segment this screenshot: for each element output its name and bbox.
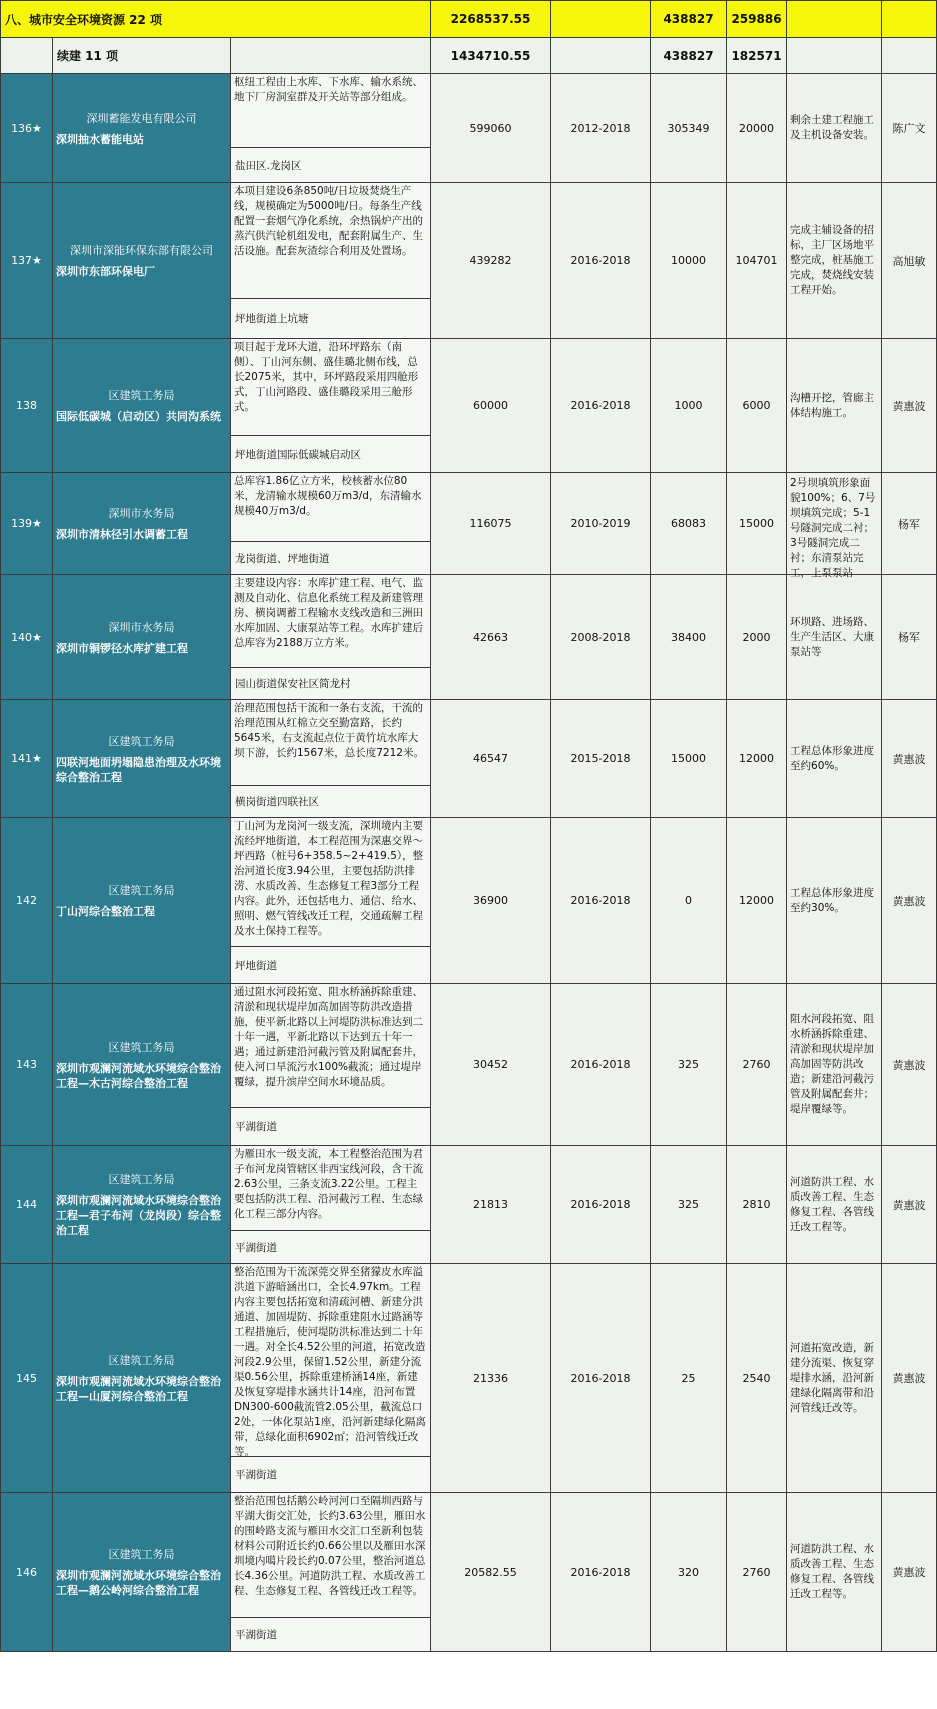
project-progress: [787, 339, 882, 473]
project-number: 137★: [1, 183, 53, 339]
project-investment: 599060: [431, 74, 551, 183]
project-organization: 区建筑工务局: [108, 1548, 175, 1561]
project-number: 138: [1, 339, 53, 473]
project-description: [231, 700, 431, 786]
table-row: [1, 818, 937, 947]
category-year-plan: 259886: [727, 1, 787, 38]
project-progress-text: 沟槽开挖，管廊主体结构施工。: [790, 391, 875, 419]
project-organization: 深圳市水务局: [108, 507, 175, 520]
project-period: 2016-2018: [551, 984, 651, 1146]
project-location: 平湖街道: [231, 1457, 431, 1493]
project-description: [231, 339, 431, 436]
project-progress-text: 剩余土建工程施工及主机设备安装。: [790, 114, 875, 141]
project-description-text: 总库容1.86亿立方米，校核蓄水位80米，龙清输水规模60万m3/d，东清输水规模40万m3/d。: [234, 475, 422, 517]
project-number: 145: [1, 1264, 53, 1493]
project-name: 深圳市观澜河流域水环境综合整治工程—君子布河（龙岗段）综合整治工程: [56, 1194, 221, 1237]
project-year-plan: 2760: [727, 984, 787, 1146]
project-name: 四联河地面坍塌隐患治理及水环境综合整治工程: [56, 755, 221, 784]
project-person: 黄惠波: [882, 984, 937, 1146]
project-name-cell: [53, 1264, 231, 1493]
table-row: [1, 74, 937, 148]
continued-accumulated: 438827: [651, 38, 727, 74]
category-progress: [787, 1, 882, 38]
project-location: 平湖街道: [231, 1108, 431, 1146]
project-location: 平湖街道: [231, 1618, 431, 1652]
table-row: [1, 1264, 937, 1457]
project-accumulated: 320: [651, 1493, 727, 1652]
project-name: 丁山河综合整治工程: [56, 905, 155, 918]
project-name: 国际低碳城（启动区）共同沟系统: [56, 410, 221, 423]
project-name: 深圳市观澜河流域水环境综合整治工程—鹅公岭河综合整治工程: [56, 1569, 221, 1597]
project-investment: 21336: [431, 1264, 551, 1493]
project-progress: [787, 473, 882, 579]
project-year-plan: 12000: [727, 700, 787, 818]
project-accumulated: 68083: [651, 473, 727, 575]
project-description: [231, 818, 431, 947]
project-progress: [787, 700, 882, 818]
table-row: [1, 473, 937, 542]
project-description: [231, 984, 431, 1108]
category-title: 八、城市安全环境资源 22 项: [1, 1, 431, 38]
table-row: [1, 183, 937, 299]
project-progress-text: 2号坝填筑形象面貌100%；6、7号坝填筑完成；5-1号隧洞完成二衬；3号隧洞完成二衬；东清泵站完工，上泵泵站: [790, 476, 876, 579]
project-progress-text: 河道拓宽改造，新建分流渠、恢复穿堤排水涵，沿河新建绿化隔离带和沿河管线迁改等。: [790, 1341, 875, 1414]
project-investment: 20582.55: [431, 1493, 551, 1652]
project-description: [231, 1493, 431, 1618]
table-row: [1, 575, 937, 668]
project-person: 高旭敏: [882, 183, 937, 339]
project-name-cell: [53, 183, 231, 339]
project-period: 2016-2018: [551, 1264, 651, 1493]
project-name-cell: [53, 339, 231, 473]
project-year-plan: 6000: [727, 339, 787, 473]
project-accumulated: 25: [651, 1264, 727, 1493]
project-person: 黄惠波: [882, 700, 937, 818]
project-number: 143: [1, 984, 53, 1146]
project-name-cell: [53, 1146, 231, 1264]
project-name: 深圳市清林径引水调蓄工程: [56, 528, 188, 541]
project-organization: 区建筑工务局: [108, 1040, 175, 1054]
project-name-cell: [53, 575, 231, 700]
category-accumulated: 438827: [651, 1, 727, 38]
project-number: 139★: [1, 473, 53, 575]
project-description-text: 为雁田水一级支流，本工程整治范围为君子布河龙岗管辖区非西宝线河段，含干流2.63公里，三条支流3.22公里。工程主要包括防洪工程、沿河截污工程、生态绿化工程三部分内容。: [234, 1148, 423, 1220]
project-location: 平湖街道: [231, 1231, 431, 1264]
project-period: 2016-2018: [551, 339, 651, 473]
continued-title: 续建 11 项: [53, 38, 231, 74]
project-name-cell: [53, 984, 231, 1146]
project-investment: 116075: [431, 473, 551, 575]
project-accumulated: 38400: [651, 575, 727, 700]
project-description-text: 整治范围包括鹅公岭河河口至隔圳西路与平湖大街交汇处，长约3.63公里，雁田水的围岭路支流与雁田水交汇口至新利包装材料公司附近长约0.66公里以及雁田水深圳境内噶片段长约0.07公里，整治河道总长4.36公里。河道防洪工程、水质改善工程、生态修复工程、各管线迁改工程等。: [234, 1495, 426, 1597]
project-person: 黄惠波: [882, 818, 937, 984]
project-accumulated: 10000: [651, 183, 727, 339]
project-location: 坪地街道国际低碳城启动区: [231, 436, 431, 473]
project-organization: 区建筑工务局: [108, 1354, 175, 1367]
project-progress-text: 工程总体形象进度至约30%。: [790, 886, 875, 914]
project-location: 横岗街道四联社区: [231, 786, 431, 818]
project-progress-text: 工程总体形象进度至约60%。: [790, 744, 875, 772]
project-person: 黄惠波: [882, 339, 937, 473]
project-year-plan: 104701: [727, 183, 787, 339]
project-period: 2012-2018: [551, 74, 651, 183]
project-organization: 区建筑工务局: [108, 734, 175, 748]
project-year-plan: 2540: [727, 1264, 787, 1493]
project-progress: [787, 1264, 882, 1493]
project-number: 142: [1, 818, 53, 984]
project-accumulated: 1000: [651, 339, 727, 473]
project-person: 黄惠波: [882, 1264, 937, 1493]
project-name-cell: [53, 74, 231, 183]
project-description-text: 项目起于龙环大道，沿环坪路东（南侧）、丁山河东侧、盛佳璐北侧布线，总长2075米，其中，环坪路段采用四舱形式，丁山河路段、盛佳璐段采用三舱形式。: [234, 341, 419, 413]
project-progress: [787, 1146, 882, 1264]
project-period: 2016-2018: [551, 1146, 651, 1264]
project-period: 2010-2019: [551, 473, 651, 575]
project-year-plan: 12000: [727, 818, 787, 984]
continued-header-row: [1, 38, 937, 74]
project-description: [231, 1264, 431, 1457]
project-progress-text: 河道防洪工程、水质改善工程、生态修复工程、各管线迁改工程等。: [790, 1543, 875, 1600]
continued-total-investment: 1434710.55: [431, 38, 551, 74]
table-row: [1, 339, 937, 436]
table-row: [1, 700, 937, 786]
project-period: 2016-2018: [551, 818, 651, 984]
project-organization: 深圳蓄能发电有限公司: [86, 111, 197, 125]
project-accumulated: 15000: [651, 700, 727, 818]
project-year-plan: 2000: [727, 575, 787, 700]
project-investment: 46547: [431, 700, 551, 818]
project-year-plan: 2810: [727, 1146, 787, 1264]
project-period: 2016-2018: [551, 1493, 651, 1652]
project-progress: [787, 183, 882, 339]
project-organization: 深圳市水务局: [108, 620, 175, 634]
project-description-text: 本项目建设6条850吨/日垃圾焚烧生产线，规模确定为5000吨/日。每条生产线配置一套烟气净化系统，余热锅炉产出的蒸汽供汽轮机组发电，配套附属生产、生活设施。配套灰渣综合利用及处置场。: [234, 185, 423, 257]
project-period: 2008-2018: [551, 575, 651, 700]
project-number: 136★: [1, 74, 53, 183]
project-name: 深圳市观澜河流域水环境综合整治工程—山厦河综合整治工程: [56, 1375, 221, 1403]
project-name: 深圳市观澜河流域水环境综合整治工程—木古河综合整治工程: [56, 1061, 221, 1090]
project-progress-text: 环坝路、进场路、生产生活区、大康泵站等: [790, 615, 875, 658]
project-description-text: 整治范围为干流深莞交界至猪獴皮水库溢洪道下游暗涵出口，全长4.97km。工程内容主要包括拓宽和清疏河槽、新建分洪通道、加固堤防、拆除重建阻水过路涵等工程措施后，使河堤防洪标准达到二十年一遇。对全长4.52公里的河道，拓宽改造河段2.9公里，保留1.52公里，新建分流渠0.56公里，拆除重建桥涵14座，新建及恢复穿堤排水涵共计14座，沿河布置DN300-600截流管2.05公里，截流总口2处，一体化泵站1座，沿河新建绿化隔离带，总绿化面积6902㎡；沿河管线迁改等。: [234, 1266, 426, 1458]
project-progress-text: 河道防洪工程、水质改善工程、生态修复工程、各管线迁改工程等。: [790, 1175, 875, 1233]
project-year-plan: 15000: [727, 473, 787, 575]
project-organization: 区建筑工务局: [108, 1173, 175, 1186]
project-name: 深圳市东部环保电厂: [56, 265, 155, 278]
project-investment: 36900: [431, 818, 551, 984]
project-name-cell: [53, 473, 231, 575]
project-progress: [787, 1493, 882, 1652]
project-investment: 60000: [431, 339, 551, 473]
project-location: 园山街道保安社区简龙村: [231, 668, 431, 700]
project-description: [231, 1146, 431, 1231]
project-description: [231, 74, 431, 148]
project-person: 杨军: [882, 473, 937, 575]
project-progress: [787, 818, 882, 984]
project-number: 140★: [1, 575, 53, 700]
project-description: [231, 473, 431, 542]
project-description: [231, 183, 431, 299]
project-accumulated: 325: [651, 984, 727, 1146]
category-period: [551, 1, 651, 38]
project-name-cell: [53, 700, 231, 818]
continued-year-plan: 182571: [727, 38, 787, 74]
project-investment: 30452: [431, 984, 551, 1146]
project-progress-text: 完成主辅设备的招标，主厂区场地平整完成，桩基施工完成，焚烧线安装工程开始。: [790, 224, 875, 296]
project-rows: [1, 74, 937, 1652]
project-accumulated: 305349: [651, 74, 727, 183]
project-progress: [787, 984, 882, 1146]
project-number: 146: [1, 1493, 53, 1652]
project-organization: 区建筑工务局: [108, 389, 175, 402]
project-organization: 深圳市深能环保东部有限公司: [70, 244, 213, 257]
project-description-text: 主要建设内容：水库扩建工程、电气、监测及自动化、信息化系统工程及新建管理房、横岗调蓄工程输水支线改造和三洲田水库加固、大康泵站等工程。水库扩建后总库容为2188万立方米。: [234, 577, 423, 649]
project-description-text: 枢纽工程由上水库、下水库、输水系统、地下厂房洞室群及开关站等部分组成。: [234, 76, 423, 103]
category-person: [882, 1, 937, 38]
category-total-investment: 2268537.55: [431, 1, 551, 38]
project-period: 2015-2018: [551, 700, 651, 818]
project-person: 黄惠波: [882, 1146, 937, 1264]
project-name: 深圳抽水蓄能电站: [56, 132, 144, 146]
project-person: 黄惠波: [882, 1493, 937, 1652]
project-location: 盐田区.龙岗区: [231, 148, 431, 183]
project-description-text: 丁山河为龙岗河一级支流，深圳境内主要流经坪地街道，本工程范围为深惠交界～坪西路（桩号6+358.5~2+419.5），整治河道长度3.94公里，主要包括防洪排涝、水质改善、生态修复工程3部分工程内容。此外，还包括电力、通信、给水、照明、燃气管线改迁工程，交通疏解工程及水土保持工程等。: [234, 820, 424, 937]
project-description-text: 治理范围包括干流和一条右支流，干流的治理范围从红棉立交至勤富路，长约5645米，右支流起点位于黄竹坑水库大坝下游，长约1567米，总长度7212米。: [234, 702, 424, 759]
project-number: 141★: [1, 700, 53, 818]
project-accumulated: 0: [651, 818, 727, 984]
project-year-plan: 20000: [727, 74, 787, 183]
project-accumulated: 325: [651, 1146, 727, 1264]
project-number: 144: [1, 1146, 53, 1264]
project-period: 2016-2018: [551, 183, 651, 339]
category-header-row: [1, 1, 937, 38]
project-investment: 439282: [431, 183, 551, 339]
project-person: 杨军: [882, 575, 937, 700]
project-description: [231, 575, 431, 668]
project-description-text: 通过阻水河段拓宽、阻水桥涵拆除重建、清淤和现状堤岸加高加固等防洪改造措施，使平新北路以上河堤防洪标准达到二十年一遇，平新北路以下达到五十年一遇；通过新建沿河截污管及附属配套井，使入河口旱流污水100%截流；通过堤岸覆绿，提升滨岸空间水环境品质。: [234, 986, 423, 1088]
project-name-cell: [53, 1493, 231, 1652]
project-location: 坪地街道上坑塘: [231, 299, 431, 339]
project-progress: [787, 575, 882, 700]
project-investment: 42663: [431, 575, 551, 700]
project-investment: 21813: [431, 1146, 551, 1264]
project-location: 龙岗街道、坪地街道: [231, 542, 431, 575]
project-location: 坪地街道: [231, 947, 431, 984]
project-name-cell: [53, 818, 231, 984]
project-person: 陈广文: [882, 74, 937, 183]
project-year-plan: 2760: [727, 1493, 787, 1652]
project-name: 深圳市铜锣径水库扩建工程: [56, 641, 188, 655]
project-progress: [787, 74, 882, 183]
table-row: [1, 984, 937, 1108]
table-row: [1, 1493, 937, 1618]
table-row: [1, 1146, 937, 1231]
project-organization: 区建筑工务局: [108, 884, 175, 897]
project-progress-text: 阻水河段拓宽、阻水桥涵拆除重建、清淤和现状堤岸加高加固等防洪改造；新建沿河截污管及附属配套井；堤岸覆绿等。: [790, 1013, 875, 1115]
